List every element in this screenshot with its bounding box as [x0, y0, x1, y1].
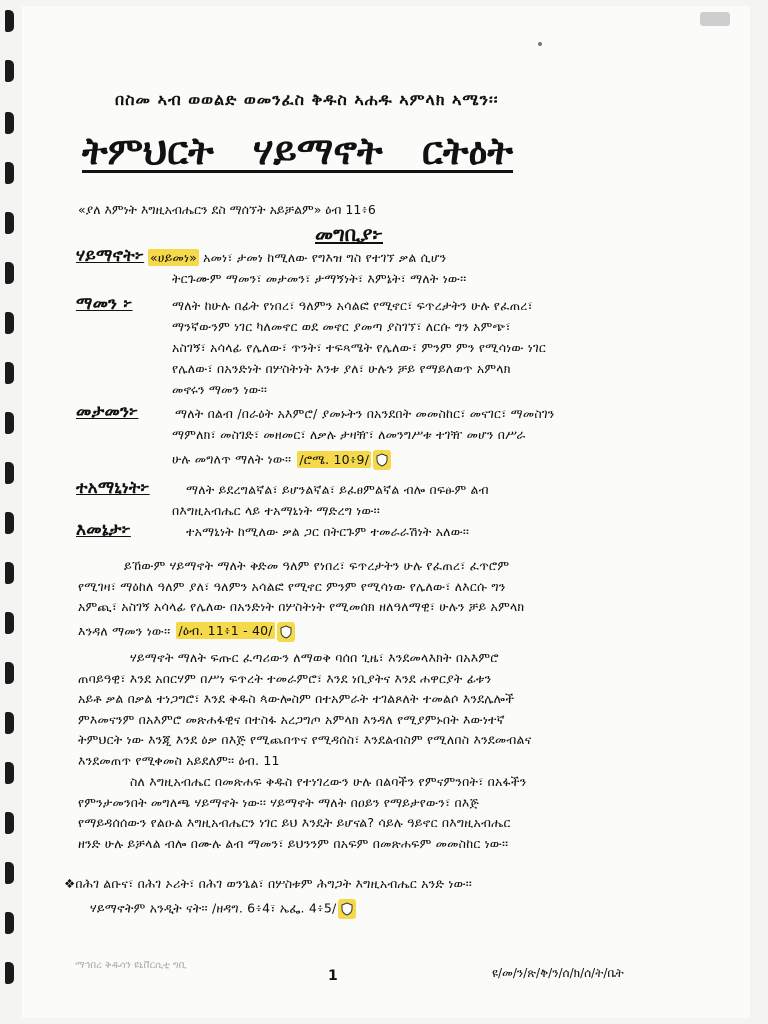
definition-text: ማለት በልብ /በራዕት አእምሮ/ ያመኑትን በአንደበት መመስከር፣ መናገር፣ ማመስገን: [175, 406, 555, 421]
paragraph-text: ትምህርት ነው እንጂ እንደ ዕቃ በእጅ የሚጨበጥና የሚዳሰስ፣ እንደልብስም የሚለበስ እንደመብልና: [78, 732, 532, 747]
paragraph-text: እንደመጠጥ የሚቀመስ አይደለም፡፡ ዕብ. 11: [78, 752, 280, 768]
paragraph-line: [78, 734, 531, 747]
document-code: ዩ/መ/ን/ጽ/ቅ/ን/ሰ/ክ/ሰ/ት/ቤት: [492, 966, 624, 980]
definition-text: ተአማኒነት ከሚለው ቃል ጋር በትርጉም ተመራራሽነት አለው፡፡: [186, 524, 470, 539]
paragraph-line: [78, 693, 514, 706]
paragraph-text: አይቶ ቃል በቃል ተነጋግሮ፣ እንደ ቅዱስ ጳውሎስም በተአምራት ተገልጾለት ተመልሶ እንደሌሎች: [78, 691, 515, 706]
shield-icon: [277, 622, 295, 642]
paragraph-text: ምእመናንም በአእምሮ መጽሐፋዊና በተስፋ አረጋግጦ አምላክ እንዳለ የሚያምኑበት እውነተኛ: [78, 711, 505, 727]
paragraph-text: ዘንድ ሁሉ ይቻላል ብሎ በሙሉ ልብ ማመን፣ ይህንንም በአፍም በመጽሐፍም መመስከር ነው፡፡: [78, 835, 509, 851]
definition-text: መኖሩን ማመን ነው፡፡: [172, 382, 268, 397]
paragraph-line: [78, 711, 505, 727]
definition-text: ሁሉ መግለጥ ማለት ነው፡፡: [172, 451, 292, 467]
definition-text: አመነ፣ ታመነ ከሚለው የግእዝ ግስ የተገኘ ቃል ሲሆን: [198, 250, 447, 265]
definition-term: ማመን ፦: [76, 294, 133, 314]
footer-left-faint: ማኅበረ ቅዱሳን ዩኒቨርሲቲ ግቢ: [75, 960, 187, 971]
shield-icon: [338, 899, 356, 919]
definition-term: እመኔታ፦: [76, 520, 131, 540]
page-number: 1: [328, 968, 338, 984]
basmala: በስመ ኣብ ወወልድ ወመንፈስ ቅዱስ ኣሐዱ ኣምላክ ኣሜን፡፡: [115, 90, 499, 109]
definition-text: ማለት ይደረግልኛል፣ ይሆንልኛል፣ ይፈፀምልኛል ብሎ በፍፁም ልብ: [186, 482, 489, 497]
definition-term: ሃይማኖት፦: [76, 246, 145, 266]
paragraph-text: ጠባይዓዊ፣ እንደ አበርሃም በሥነ ፍጥረት ተመራምሮ፣ እንደ ነቢያትና እንደ ሐዋርያት ፊቱን: [78, 670, 492, 686]
definition-text: የሌለው፣ በአንድነት በሦስትነት እንቱ ያለ፣ ሁሉን ቻይ የማይለወጥ አምላክ: [172, 361, 511, 376]
definition-term: ተአማኒነት፦: [76, 478, 150, 498]
paragraph-text: ይኸውም ሃይማኖት ማለት ቅድመ ዓለም የነበረ፣ ፍጥረታትን ሁሉ የፈጠረ፣ ፈጥሮም: [124, 558, 510, 573]
section-heading: መግቢያ፦: [315, 222, 383, 246]
paragraph-line: [78, 752, 280, 768]
paragraph-text: ❖በሕገ ልቡና፣ በሕገ ኦሪት፣ በሕገ ወንጌል፣ በሦስቱም ሕግጋት እግዚአብሔር አንድ ነው፡፡: [64, 876, 473, 891]
paragraph-text: ሃይማኖትም አንዲት ናት፡፡ /ዘዳግ. 6፥4፣ ኤፌ. 4፥5/: [90, 900, 337, 915]
paragraph-text: የሚገዛ፣ ማዕከለ ዓለም ያለ፣ ዓለምን አሳልፎ የሚኖር ምንም የሚሳነው የሌለው፣ ለእርሱ ግን: [78, 578, 506, 594]
highlighted-word: «ሀይመነ»: [150, 250, 197, 265]
paragraph-line: [78, 835, 509, 851]
definition-text: ማለት ከሁሉ በፊት የነበረ፣ ዓለምን አሳልፎ የሚኖር፣ ፍጥረታትን ሁሉ የፈጠረ፣: [172, 298, 533, 313]
definition-text: ማንኛውንም ነገር ካለመኖር ወደ መኖር ያመጣ ያስገኘ፣ ለርሱ ግን አምጭ፣: [172, 319, 511, 334]
paragraph-text: አምጪ፣ አስገኝ አሳላፊ የሌለው በአንድነት በሦስትነት የሚመሰክ ዘለዓለማዊ፣ ሁሉን ቻይ አምላክ: [78, 599, 525, 614]
bible-reference: /ሮሜ. 10፥9/: [299, 451, 370, 467]
definition-text: አስገኝ፣ አሳላፊ የሌለው፣ ጥንት፣ ተፍጻሜት የሌለው፣ ምንም ምን የሚሳነው ነገር: [172, 340, 546, 355]
paragraph-line: [64, 878, 472, 891]
paragraph-line: [130, 776, 526, 789]
page-title: ትምህርት ሃይማኖት ርትዕት: [82, 129, 513, 173]
paragraph-text: የምንታመንበት መግለጫ ሃይማኖት ነው፡፡ ሃይማኖት ማለት በዐይን የማይታየውን፣ በእጅ: [78, 794, 480, 810]
paragraph-line: [78, 601, 524, 614]
definition-text: ማምለክ፣ መስገድ፣ መዘመር፣ ለቃሉ ታዛዥ፣ ለመንግሥቱ ተገዥ መሆን በሥራ: [172, 427, 526, 442]
definition-text: ትርጉሙም ማመን፣ መታመን፣ ታማኝነት፣ እምኔት፣ ማለት ነው፡፡: [172, 271, 467, 286]
paragraph-line: [78, 794, 480, 810]
definition-text: በእግዚአብሔር ላይ ተአማኒነት ማድረግ ነው፡፡: [172, 503, 380, 518]
paragraph-line: [78, 622, 295, 642]
paragraph-line: [124, 560, 509, 573]
paragraph-line: [78, 578, 506, 594]
paragraph-text: እንዳለ ማመን ነው፡፡: [78, 623, 171, 638]
definition-term: መታመን፦: [76, 402, 139, 422]
epigraph: «ያለ እምነት እግዚአብሔርን ደስ ማሰኘት አይቻልም» ዕብ 11፥6: [78, 202, 376, 217]
paragraph-text: ስለ እግዚአብሔር በመጽሐፍ ቅዱስ የተነገረውን ሁሉ በልባችን የምናምንበት፣ በአፋችን: [130, 774, 527, 789]
bible-reference: /ዕብ. 11፥1 - 40/: [178, 623, 273, 638]
paragraph-text: የማይዳሰሰውን የልዑል እግዚአብሔርን ነገር ይህ እንዴት ይሆናል? ሳይሉ ዓይኖር በእግዚአብሔር: [78, 815, 511, 830]
paragraph-line: [90, 899, 356, 919]
paragraph-line: [78, 670, 492, 686]
paragraph-line: [78, 817, 511, 830]
paragraph-line: [130, 652, 499, 665]
paragraph-text: ሃይማኖት ማለት ፍጡር ፈጣሪውን ለማወቅ ባሰበ ጊዜ፣ እንደመላእክት በአእምሮ: [130, 650, 499, 665]
